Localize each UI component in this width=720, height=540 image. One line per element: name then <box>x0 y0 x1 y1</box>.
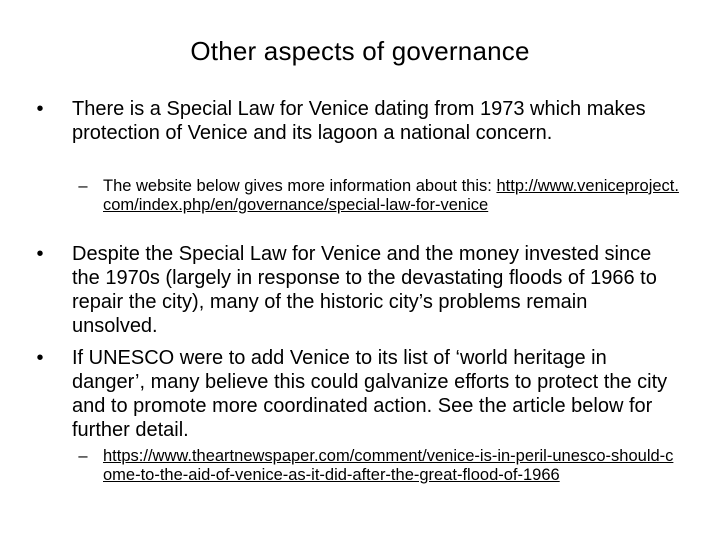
sub-bullet-text: The website below gives more information about this: <box>103 177 492 195</box>
bullet-text: If UNESCO were to add Venice to its list of ‘world heritage in danger’, many believe this could galvanize efforts to protect the city and to promote more coordinated action. See the article below for further detail. <box>72 347 668 441</box>
bullet-text: Despite the Special Law for Venice and the money invested since the 1970s (largely in response to the devastating floods of 1966 to repair the city), many of the historic city’s problems remain unsolved. <box>72 243 657 337</box>
sub-bullet-marker: – <box>78 177 88 195</box>
bullet-problems-unsolved <box>36 242 672 338</box>
bullet-marker: • <box>36 243 44 265</box>
bullet-marker: • <box>36 347 44 369</box>
sub-bullet-website <box>78 177 679 215</box>
sub-bullet-article <box>78 447 679 485</box>
slide-title: Other aspects of governance <box>190 36 530 66</box>
bullet-unesco <box>36 346 672 442</box>
bullet-marker: • <box>36 98 44 120</box>
artnewspaper-link[interactable]: https://www.theartnewspaper.com/comment/venice-is-in-peril-unesco-should-come-to-the-aid-of-venice-as-it-did-after-the-great-flood-of-1966 <box>103 447 674 484</box>
bullet-special-law <box>36 97 672 145</box>
bullet-text: There is a Special Law for Venice dating from 1973 which makes protection of Venice and its lagoon a national concern. <box>72 98 646 144</box>
sub-bullet-marker: – <box>78 447 88 465</box>
veniceproject-link[interactable]: http://www.veniceproject.com/index.php/en/governance/special-law-for-venice <box>103 177 679 214</box>
